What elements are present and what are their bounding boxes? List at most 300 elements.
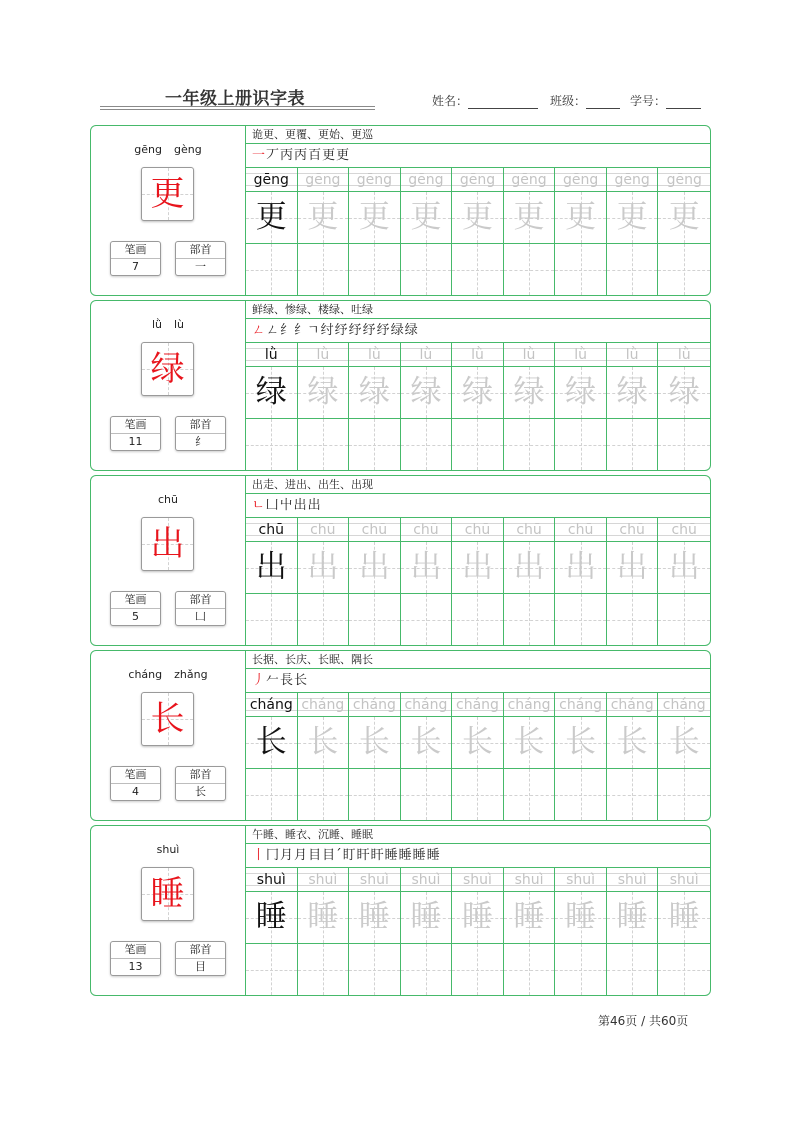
stroke-step: 纾 bbox=[362, 323, 376, 338]
blank-practice-cell bbox=[555, 244, 607, 295]
radical-label: 部首 bbox=[176, 767, 225, 784]
pinyin-trace: cháng bbox=[404, 697, 448, 713]
blank-practice-cell bbox=[298, 944, 350, 995]
character-trace: 长 bbox=[513, 724, 545, 760]
pinyin-trace: chū bbox=[516, 522, 542, 538]
practice-panel bbox=[246, 826, 710, 995]
stroke-count-label: 笔画 bbox=[111, 942, 160, 959]
character-trace: 出 bbox=[565, 549, 597, 585]
character-trace: 更 bbox=[461, 199, 493, 235]
stroke-step: ㄴ bbox=[252, 498, 265, 513]
pinyin-trace-cell bbox=[401, 868, 453, 891]
stroke-step: 纾 bbox=[334, 323, 348, 338]
character-trace-cell bbox=[298, 367, 350, 418]
character-trace-cell bbox=[349, 367, 401, 418]
character-trace-cell bbox=[452, 367, 504, 418]
character-display: 绿 bbox=[150, 349, 185, 389]
guide-line-vertical bbox=[426, 244, 427, 295]
blank-practice-cell bbox=[401, 769, 453, 820]
character-box bbox=[141, 692, 194, 746]
pinyin-trace-cell bbox=[607, 343, 659, 366]
blank-practice-row bbox=[246, 244, 710, 295]
stroke-count-value: 13 bbox=[128, 960, 143, 973]
pinyin-trace: gēng bbox=[459, 172, 496, 188]
character-trace-cell bbox=[401, 367, 453, 418]
pinyin-trace: shuì bbox=[463, 872, 492, 888]
class-label: 班级： bbox=[550, 94, 587, 108]
pinyin-trace-cell bbox=[658, 343, 710, 366]
stroke-count-value: 5 bbox=[132, 610, 139, 623]
pinyin-trace-cell bbox=[607, 168, 659, 191]
blank-practice-cell bbox=[658, 419, 710, 470]
blank-practice-cell bbox=[452, 769, 504, 820]
blank-practice-row bbox=[246, 944, 710, 995]
guide-line-vertical bbox=[529, 244, 530, 295]
character-row bbox=[246, 367, 710, 419]
character-info-panel bbox=[91, 476, 246, 645]
pinyin-trace: lǜ bbox=[625, 347, 639, 363]
character-trace: 绿 bbox=[513, 374, 545, 410]
pinyin-trace: shuì bbox=[617, 872, 647, 888]
stroke-step: 月 bbox=[280, 848, 294, 863]
pinyin-reading: shuì bbox=[156, 843, 180, 856]
guide-line-vertical bbox=[271, 594, 272, 645]
blank-practice-cell bbox=[658, 594, 710, 645]
blank-practice-cell bbox=[452, 244, 504, 295]
pinyin-row bbox=[246, 518, 710, 542]
character-trace-cell bbox=[401, 717, 453, 768]
character-card bbox=[90, 125, 711, 296]
student-id-blank bbox=[666, 95, 701, 109]
character-trace: 睡 bbox=[358, 899, 390, 935]
blank-practice-cell bbox=[298, 244, 350, 295]
character-trace-cell bbox=[504, 192, 556, 243]
character-trace-cell bbox=[607, 892, 659, 943]
radical-box bbox=[175, 416, 226, 451]
character-trace-cell bbox=[555, 367, 607, 418]
pinyin-trace-cell bbox=[504, 343, 556, 366]
character-trace-cell bbox=[401, 892, 453, 943]
pinyin-trace: gēng bbox=[666, 172, 702, 188]
character-model-cell bbox=[246, 367, 298, 418]
guide-line-vertical bbox=[581, 944, 582, 995]
blank-practice-cell bbox=[246, 769, 298, 820]
guide-line-vertical bbox=[581, 594, 582, 645]
stroke-count-box bbox=[110, 941, 161, 976]
guide-line-vertical bbox=[477, 594, 478, 645]
character-model: 出 bbox=[255, 549, 287, 585]
practice-panel bbox=[246, 126, 710, 295]
character-trace: 更 bbox=[565, 199, 597, 235]
character-card bbox=[90, 650, 711, 821]
character-trace: 绿 bbox=[565, 374, 597, 410]
pinyin-trace-cell bbox=[504, 868, 556, 891]
guide-line-vertical bbox=[271, 769, 272, 820]
pinyin-trace: gēng bbox=[305, 172, 341, 188]
stroke-step: 丙 bbox=[280, 148, 294, 163]
stroke-count-value: 7 bbox=[132, 260, 139, 273]
character-trace-cell bbox=[504, 892, 556, 943]
pinyin-trace-cell bbox=[607, 868, 659, 891]
character-box bbox=[141, 867, 194, 921]
pinyin-readings bbox=[91, 493, 245, 506]
blank-practice-cell bbox=[555, 594, 607, 645]
character-trace: 出 bbox=[668, 549, 700, 585]
radical-box bbox=[175, 591, 226, 626]
blank-practice-cell bbox=[246, 944, 298, 995]
pinyin-trace: chū bbox=[413, 522, 439, 538]
stroke-step: 凵 bbox=[265, 498, 279, 513]
stroke-order-row bbox=[246, 319, 710, 343]
stroke-count-box bbox=[110, 591, 161, 626]
pinyin-readings bbox=[91, 143, 245, 156]
guide-line-vertical bbox=[374, 244, 375, 295]
character-trace: 睡 bbox=[513, 899, 545, 935]
pinyin-readings bbox=[91, 318, 245, 331]
pinyin-trace-cell bbox=[298, 168, 350, 191]
character-trace: 更 bbox=[307, 199, 339, 235]
pinyin-trace-cell bbox=[452, 868, 504, 891]
radical-value: 凵 bbox=[195, 610, 206, 623]
stroke-step: ㄥ bbox=[252, 323, 266, 338]
pinyin-trace-cell bbox=[555, 168, 607, 191]
pinyin-trace: lǜ bbox=[471, 347, 484, 363]
character-trace-cell bbox=[658, 542, 710, 593]
character-trace: 绿 bbox=[307, 374, 339, 410]
stroke-step: 睡 bbox=[398, 848, 412, 863]
pinyin-trace: shuì bbox=[411, 872, 441, 888]
blank-practice-cell bbox=[349, 244, 401, 295]
blank-practice-cell bbox=[504, 594, 556, 645]
stroke-step: 更 bbox=[322, 148, 336, 163]
character-model: 更 bbox=[255, 199, 287, 235]
pinyin-trace-cell bbox=[452, 518, 504, 541]
pinyin-trace-cell bbox=[555, 518, 607, 541]
pinyin-trace-cell bbox=[349, 868, 401, 891]
class-blank bbox=[586, 95, 620, 109]
stroke-step: 丆 bbox=[266, 148, 280, 163]
guide-line-vertical bbox=[426, 769, 427, 820]
blank-practice-cell bbox=[607, 594, 659, 645]
guide-line-vertical bbox=[477, 769, 478, 820]
guide-line-vertical bbox=[323, 244, 324, 295]
pinyin-model-cell bbox=[246, 868, 298, 891]
page-number: 第46页 / 共60页 bbox=[598, 1014, 689, 1028]
stroke-step: 睡 bbox=[426, 848, 440, 863]
example-words: 长据、长庆、长眠、隅长 bbox=[246, 651, 710, 669]
pinyin-row bbox=[246, 868, 710, 892]
pinyin-trace: gēng bbox=[614, 172, 650, 188]
character-info-panel bbox=[91, 301, 246, 470]
character-trace: 长 bbox=[668, 724, 700, 760]
character-info-panel bbox=[91, 826, 246, 995]
character-trace: 睡 bbox=[461, 899, 493, 935]
pinyin-trace-cell bbox=[555, 343, 607, 366]
guide-line-vertical bbox=[323, 419, 324, 470]
blank-practice-cell bbox=[452, 944, 504, 995]
character-trace: 更 bbox=[513, 199, 545, 235]
pinyin-trace: gēng bbox=[511, 172, 547, 188]
pinyin-trace: lǜ bbox=[316, 347, 330, 363]
pinyin-trace: shuì bbox=[359, 872, 389, 888]
pinyin-trace: lǜ bbox=[419, 347, 433, 363]
guide-line-vertical bbox=[684, 944, 685, 995]
worksheet-title: 一年级上册识字表 bbox=[165, 89, 305, 109]
stroke-step: ⻑ bbox=[280, 673, 294, 688]
radical-label: 部首 bbox=[176, 417, 225, 434]
blank-practice-cell bbox=[555, 944, 607, 995]
pinyin-trace-cell bbox=[349, 693, 401, 716]
blank-practice-cell bbox=[401, 419, 453, 470]
stroke-count-label: 笔画 bbox=[111, 242, 160, 259]
character-display: 出 bbox=[150, 524, 185, 564]
pinyin-trace-cell bbox=[452, 168, 504, 191]
stroke-step: ㄥ bbox=[266, 323, 280, 338]
guide-line-vertical bbox=[271, 244, 272, 295]
guide-line-vertical bbox=[684, 419, 685, 470]
radical-value: 目 bbox=[195, 960, 206, 973]
pinyin-model-cell bbox=[246, 168, 298, 191]
guide-line-vertical bbox=[529, 419, 530, 470]
guide-line-vertical bbox=[632, 419, 633, 470]
blank-practice-cell bbox=[298, 419, 350, 470]
character-trace: 出 bbox=[616, 549, 648, 585]
stroke-count-box bbox=[110, 241, 161, 276]
example-words: 诡更、更覆、更始、更巡 bbox=[246, 126, 710, 144]
example-words: 鲜绿、惨绿、楼绿、吐绿 bbox=[246, 301, 710, 319]
pinyin-trace: lǜ bbox=[574, 347, 587, 363]
character-trace: 更 bbox=[358, 199, 390, 235]
stroke-order-row bbox=[246, 494, 710, 518]
guide-line-vertical bbox=[529, 594, 530, 645]
character-trace: 长 bbox=[358, 724, 390, 760]
blank-practice-cell bbox=[658, 769, 710, 820]
stroke-step: 盰 bbox=[370, 848, 384, 863]
practice-panel bbox=[246, 301, 710, 470]
character-trace-cell bbox=[452, 892, 504, 943]
pinyin-reading: gèng bbox=[174, 143, 202, 156]
pinyin-reading: lù bbox=[174, 318, 185, 331]
blank-practice-cell bbox=[246, 244, 298, 295]
character-trace-cell bbox=[452, 192, 504, 243]
character-trace-cell bbox=[555, 717, 607, 768]
stroke-order-row bbox=[246, 144, 710, 168]
character-trace-cell bbox=[658, 717, 710, 768]
pinyin-trace: cháng bbox=[301, 697, 345, 713]
character-trace: 睡 bbox=[668, 899, 700, 935]
guide-line-vertical bbox=[374, 419, 375, 470]
stroke-count-value: 4 bbox=[132, 785, 139, 798]
stroke-step: 盯 bbox=[342, 848, 356, 863]
blank-practice-cell bbox=[298, 769, 350, 820]
guide-line-vertical bbox=[477, 419, 478, 470]
character-trace-cell bbox=[452, 542, 504, 593]
radical-value: 一 bbox=[195, 260, 206, 273]
stroke-step: 丙 bbox=[294, 148, 308, 163]
stroke-step: 目 bbox=[308, 848, 322, 863]
blank-practice-cell bbox=[607, 244, 659, 295]
pinyin-trace: chū bbox=[361, 522, 388, 538]
character-trace-cell bbox=[298, 892, 350, 943]
character-trace: 睡 bbox=[410, 899, 442, 935]
pinyin-trace-cell bbox=[555, 868, 607, 891]
radical-label: 部首 bbox=[176, 942, 225, 959]
character-trace-cell bbox=[349, 892, 401, 943]
pinyin-model-cell bbox=[246, 693, 298, 716]
guide-line-vertical bbox=[271, 944, 272, 995]
character-trace: 绿 bbox=[461, 374, 493, 410]
guide-line-vertical bbox=[374, 594, 375, 645]
pinyin-model: shuì bbox=[256, 872, 286, 888]
character-trace: 长 bbox=[616, 724, 648, 760]
character-info-panel bbox=[91, 651, 246, 820]
guide-line-vertical bbox=[684, 769, 685, 820]
stroke-step: 更 bbox=[336, 148, 350, 163]
pinyin-model: cháng bbox=[249, 697, 293, 713]
radical-label: 部首 bbox=[176, 592, 225, 609]
pinyin-trace: lǜ bbox=[368, 347, 381, 363]
character-trace-cell bbox=[401, 542, 453, 593]
pinyin-readings bbox=[91, 668, 245, 681]
stroke-step: 𠂉 bbox=[266, 673, 280, 688]
character-trace-cell bbox=[607, 367, 659, 418]
character-trace: 绿 bbox=[668, 374, 700, 410]
radical-label: 部首 bbox=[176, 242, 225, 259]
guide-line-vertical bbox=[271, 419, 272, 470]
stroke-step: 睡 bbox=[412, 848, 426, 863]
name-label: 姓名： bbox=[432, 94, 469, 108]
guide-line-vertical bbox=[477, 244, 478, 295]
stroke-step: 百 bbox=[308, 148, 322, 163]
guide-line-vertical bbox=[323, 594, 324, 645]
pinyin-trace: gēng bbox=[356, 172, 393, 188]
blank-practice-cell bbox=[504, 944, 556, 995]
character-row bbox=[246, 717, 710, 769]
blank-practice-cell bbox=[504, 769, 556, 820]
blank-practice-cell bbox=[349, 419, 401, 470]
blank-practice-cell bbox=[349, 944, 401, 995]
character-trace: 出 bbox=[513, 549, 545, 585]
character-trace-cell bbox=[504, 717, 556, 768]
title-double-underline bbox=[100, 106, 375, 110]
character-trace-cell bbox=[504, 367, 556, 418]
character-trace-cell bbox=[658, 367, 710, 418]
stroke-step: 长 bbox=[294, 673, 308, 688]
character-model-cell bbox=[246, 892, 298, 943]
character-trace: 睡 bbox=[565, 899, 597, 935]
stroke-step: 绿 bbox=[404, 323, 418, 338]
character-trace-cell bbox=[298, 192, 350, 243]
radical-box bbox=[175, 766, 226, 801]
stroke-count-value: 11 bbox=[128, 435, 143, 448]
guide-line-vertical bbox=[684, 594, 685, 645]
guide-line-vertical bbox=[581, 419, 582, 470]
guide-line-vertical bbox=[426, 944, 427, 995]
stroke-step: 纣 bbox=[320, 323, 334, 338]
guide-line-vertical bbox=[426, 419, 427, 470]
pinyin-trace: gēng bbox=[408, 172, 444, 188]
stroke-step: 一 bbox=[252, 148, 266, 163]
blank-practice-cell bbox=[298, 594, 350, 645]
stroke-count-box bbox=[110, 416, 161, 451]
example-words: 午睡、睡衣、沉睡、睡眠 bbox=[246, 826, 710, 844]
character-trace: 出 bbox=[410, 549, 442, 585]
guide-line-vertical bbox=[632, 594, 633, 645]
blank-practice-row bbox=[246, 594, 710, 645]
pinyin-model-cell bbox=[246, 518, 298, 541]
character-box bbox=[141, 167, 194, 221]
character-trace: 更 bbox=[616, 199, 648, 235]
character-row bbox=[246, 892, 710, 944]
guide-line-vertical bbox=[323, 769, 324, 820]
guide-line-vertical bbox=[529, 769, 530, 820]
pinyin-trace-cell bbox=[555, 693, 607, 716]
character-card-list bbox=[90, 125, 711, 1000]
stroke-step: 纾 bbox=[376, 323, 390, 338]
character-model-cell bbox=[246, 192, 298, 243]
guide-line-vertical bbox=[581, 769, 582, 820]
pinyin-reading: cháng bbox=[128, 668, 163, 681]
stroke-order-row bbox=[246, 669, 710, 693]
pinyin-row bbox=[246, 343, 710, 367]
pinyin-trace-cell bbox=[452, 343, 504, 366]
pinyin-readings bbox=[91, 843, 245, 856]
character-trace-cell bbox=[555, 892, 607, 943]
radical-box bbox=[175, 941, 226, 976]
stroke-count-label: 笔画 bbox=[111, 767, 160, 784]
character-model: 长 bbox=[255, 724, 287, 760]
pinyin-trace: lǜ bbox=[522, 347, 536, 363]
stroke-step: 纟ㄱ bbox=[294, 323, 320, 338]
character-trace: 长 bbox=[410, 724, 442, 760]
radical-value: 纟 bbox=[195, 435, 206, 448]
pinyin-trace-cell bbox=[349, 343, 401, 366]
character-trace-cell bbox=[555, 192, 607, 243]
stroke-step: 月 bbox=[294, 848, 308, 863]
guide-line-vertical bbox=[426, 594, 427, 645]
pinyin-model: gēng bbox=[253, 172, 289, 188]
pinyin-trace: shuì bbox=[669, 872, 699, 888]
pinyin-trace-cell bbox=[658, 868, 710, 891]
blank-practice-cell bbox=[246, 594, 298, 645]
blank-practice-cell bbox=[607, 944, 659, 995]
pinyin-trace-cell bbox=[349, 168, 401, 191]
character-card bbox=[90, 825, 711, 996]
character-trace: 出 bbox=[307, 549, 339, 585]
blank-practice-cell bbox=[349, 769, 401, 820]
character-trace: 绿 bbox=[616, 374, 648, 410]
pinyin-reading: gēng bbox=[134, 143, 162, 156]
pinyin-trace: shuì bbox=[308, 872, 338, 888]
pinyin-reading: chū bbox=[158, 493, 178, 506]
pinyin-trace: cháng bbox=[507, 697, 551, 713]
character-model-cell bbox=[246, 717, 298, 768]
guide-line-vertical bbox=[632, 769, 633, 820]
blank-practice-cell bbox=[555, 769, 607, 820]
character-trace: 长 bbox=[307, 724, 339, 760]
blank-practice-row bbox=[246, 769, 710, 820]
pinyin-row bbox=[246, 693, 710, 717]
character-trace-cell bbox=[298, 542, 350, 593]
pinyin-trace: cháng bbox=[662, 697, 706, 713]
blank-practice-cell bbox=[607, 769, 659, 820]
pinyin-trace: chū bbox=[310, 522, 336, 538]
character-trace: 长 bbox=[461, 724, 493, 760]
stroke-step: 盰 bbox=[356, 848, 370, 863]
blank-practice-cell bbox=[555, 419, 607, 470]
character-trace-cell bbox=[658, 892, 710, 943]
pinyin-trace-cell bbox=[658, 168, 710, 191]
